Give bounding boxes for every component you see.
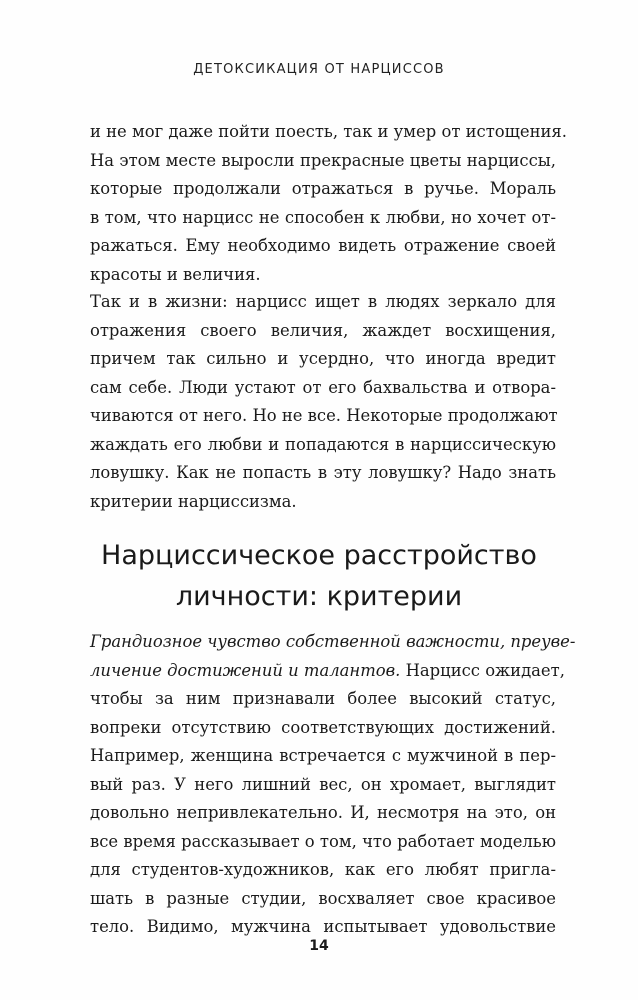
text-line: вопреки отсутствию соответствующих достижений. — [90, 717, 556, 737]
text-line: ражаться. Ему необходимо видеть отражение своей — [90, 236, 556, 255]
paragraph-1 — [90, 118, 567, 289]
text-line: сам себе. Люди устают от его бахвальства и отвора- — [90, 377, 556, 397]
text-line: отражения своего величия, жаждет восхищения, — [90, 320, 556, 340]
paragraph-2 — [90, 288, 556, 516]
text-line: Например, женщина встречается с мужчиной в пер- — [90, 746, 556, 765]
text-line: критерии нарциссизма. — [90, 491, 297, 511]
text-fragment: Нарцисс ожидает, — [400, 660, 565, 680]
text-line: Так и в жизни: нарцисс ищет в людях зеркало для — [90, 292, 556, 311]
text-line: которые продолжали отражаться в ручье. Мораль — [90, 179, 556, 198]
italic-text-fragment: личение достижений и талантов. — [90, 660, 401, 680]
text-line: и не мог даже пойти поесть, так и умер от истощения. — [90, 122, 567, 141]
text-line: все время рассказывает о том, что работает моделью — [90, 831, 556, 851]
text-line: в том, что нарцисс не способен к любви, но хочет от- — [90, 207, 556, 227]
text-line: довольно непривлекательно. И, несмотря на это, он — [90, 803, 556, 822]
text-line: для студентов-художников, как его любят пригла- — [90, 860, 556, 879]
text-line: тело. Видимо, мужчина испытывает удовольствие — [90, 917, 556, 936]
text-line: шать в разные студии, восхваляет свое красивое — [90, 888, 556, 908]
section-heading — [0, 535, 638, 617]
paragraph-3 — [90, 628, 576, 942]
text-line: На этом месте выросли прекрасные цветы нарциссы, — [90, 150, 556, 170]
text-line: ловушку. Как не попасть в эту ловушку? Надо знать — [90, 463, 556, 482]
text-line: чтобы за ним признавали более высокий статус, — [90, 689, 556, 708]
text-line: чиваются от него. Но не все. Некоторые продолжают — [90, 406, 558, 425]
text-line: вый раз. У него лишний вес, он хромает, выглядит — [90, 774, 556, 794]
running-head: ДЕТОКСИКАЦИЯ ОТ НАРЦИССОВ — [193, 62, 445, 77]
page-number: 14 — [309, 938, 329, 954]
text-line: красоты и величия. — [90, 264, 261, 284]
text-line — [90, 657, 565, 686]
heading-line-1: Нарциссическое расстройство — [101, 540, 537, 571]
text-line: жаждать его любви и попадаются в нарциссическую — [90, 434, 556, 454]
italic-text-line: Грандиозное чувство собственной важности, преуве- — [90, 632, 576, 651]
text-line: причем так сильно и усердно, что иногда вредит — [90, 349, 556, 368]
heading-line-2: личности: критерии — [175, 581, 463, 612]
